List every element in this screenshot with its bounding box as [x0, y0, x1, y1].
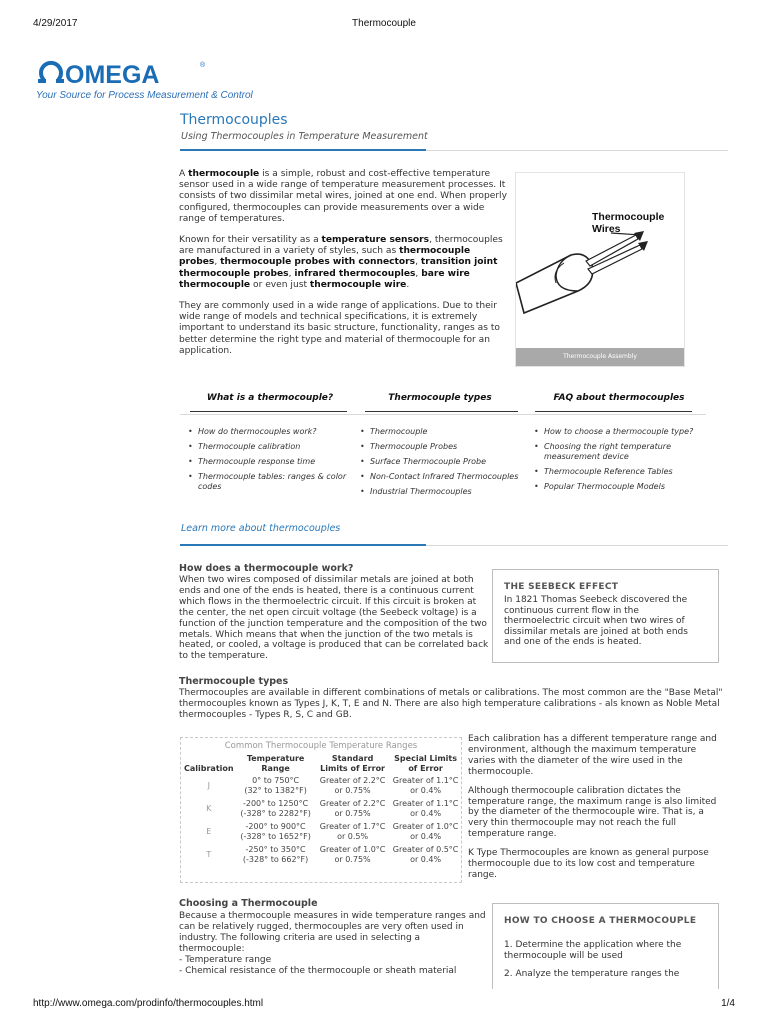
calibration-paragraph-1: Each calibration has a different temperature range and environment, although the maximum temperature varies with the diameter of the wire used in the thermocouple.: [468, 734, 717, 777]
intro-paragraph-3: They are commonly used in a wide range of applications. Due to their wide range of models and technical specifications, it is extremely important to understand its basic structure, functionality, ranges as to better determine the right type and material of thermocouple for an application.: [179, 301, 500, 356]
brand-tagline: Your Source for Process Measurement & Control: [36, 90, 253, 101]
thermocouple-link[interactable]: thermocouple: [188, 169, 260, 179]
temperature-ranges-table: [182, 754, 462, 866]
title-divider-accent: [180, 149, 426, 151]
calibration-paragraph-3: K Type Thermocouples are known as general purpose thermocouple due to its low cost and temperature range.: [468, 848, 709, 880]
choose-step-2: 2. Analyze the temperature ranges the: [504, 969, 680, 980]
what-is-list: [186, 427, 356, 497]
column-rule-1: [190, 411, 347, 412]
table-header: Calibration: [184, 764, 234, 773]
table-header: Standard Limits of Error: [320, 754, 386, 773]
list-item[interactable]: • Popular Thermocouple Models: [532, 482, 710, 492]
tab-what-is-thermocouple[interactable]: What is a thermocouple?: [206, 393, 334, 403]
list-item[interactable]: • Choosing the right temperature measurement device: [532, 442, 710, 462]
page-url[interactable]: http://www.omega.com/prodinfo/thermocouples.html: [33, 998, 264, 1009]
list-item[interactable]: • How do thermocouples work?: [186, 427, 356, 437]
list-item[interactable]: • Non-Contact Infrared Thermocouples: [358, 472, 530, 482]
calibration-paragraph-2: Although thermocouple calibration dictates the temperature range, the maximum range is also limited by the diameter of the thermocouple wire. That is, a very thin thermocouple may not reach the full temperature range.: [468, 785, 717, 840]
types-heading: Thermocouple types: [179, 676, 289, 687]
how-to-choose-callout: [492, 903, 719, 989]
thermocouple-probes-link[interactable]: thermocouple probes: [179, 246, 471, 268]
choose-step-1: 1. Determine the application where the thermocouple will be used: [504, 940, 682, 961]
list-item[interactable]: • Industrial Thermocouples: [358, 487, 530, 497]
thermocouple-assembly-figure: [515, 172, 685, 367]
table-row: K -200° to 1250°C (-328° to 2282°F) Greater of 2.2°C or 0.75% Greater of 1.1°C or 0.4%: [206, 799, 459, 818]
table-row: J 0° to 750°C (32° to 1382°F) Greater of 2.2°C or 0.75% Greater of 1.1°C or 0.4%: [207, 776, 459, 795]
transition-joint-link[interactable]: transition joint thermocouple probes: [179, 257, 498, 279]
figure-label: Thermocouple Wires: [592, 211, 665, 235]
logo-wordmark: OMEGA: [65, 61, 160, 88]
table-caption: Common Thermocouple Temperature Ranges: [224, 741, 418, 751]
tab-faq[interactable]: FAQ about thermocouples: [553, 393, 685, 403]
faq-list: [532, 427, 710, 497]
thermocouple-wires-illustration: [516, 173, 685, 367]
types-list: [358, 427, 530, 502]
infrared-thermocouples-link[interactable]: infrared thermocouples: [294, 268, 416, 279]
list-item[interactable]: • Thermocouple Probes: [358, 442, 530, 452]
learn-more-link[interactable]: Learn more about thermocouples: [181, 523, 341, 534]
thermocouple-wire-link[interactable]: thermocouple wire: [309, 279, 407, 290]
omega-logo-icon: [36, 58, 216, 88]
table-row: E -200° to 900°C (-328° to 1652°F) Greater of 1.7°C or 0.5% Greater of 1.0°C or 0.4%: [206, 822, 459, 841]
learn-more-divider-accent: [180, 544, 426, 546]
list-item[interactable]: • Thermocouple calibration: [186, 442, 356, 452]
column-rule-2: [365, 411, 518, 412]
page-number: 1/4: [721, 998, 735, 1009]
column-rule-3: [535, 411, 692, 412]
figure-caption: Thermocouple Assembly: [516, 348, 684, 366]
logo-registered: ®: [200, 62, 206, 69]
choosing-text: Because a thermocouple measures in wide temperature ranges and can be relatively rugged, thermocouples are very often used in industry. The following criteria are used in selecting a thermocouple: - Temperature range - Chemical resistance of the thermocouple or sheath material: [179, 911, 486, 976]
print-title: Thermocouple: [352, 18, 416, 29]
tab-thermocouple-types[interactable]: Thermocouple types: [388, 393, 492, 403]
print-header: [33, 18, 735, 32]
choosing-heading: Choosing a Thermocouple: [179, 898, 318, 909]
print-footer: [33, 998, 735, 1010]
probes-with-connectors-link[interactable]: thermocouple probes with connectors: [220, 257, 416, 268]
intro-text: [179, 169, 507, 367]
temperature-sensors-link[interactable]: temperature sensors: [321, 235, 430, 246]
list-item[interactable]: • Thermocouple tables: ranges & color codes: [186, 472, 356, 492]
seebeck-effect-callout: [492, 569, 719, 663]
table-row: T -250° to 350°C (-328° to 662°F) Greater of 1.0°C or 0.75% Greater of 0.5°C or 0.4%: [206, 845, 459, 864]
intro-paragraph-1: A thermocouple is a simple, robust and cost-effective temperature sensor used in a wide range of temperature measurement processes. It consists of two dissimilar metal wires, joined at one end. When properly configured, thermocouples can provide measurements over a wide range of temperatures.: [179, 169, 507, 224]
omega-logo[interactable]: [36, 58, 216, 88]
calibration-text: [468, 734, 720, 889]
list-item[interactable]: • How to choose a thermocouple type?: [532, 427, 710, 437]
list-item[interactable]: • Thermocouple response time: [186, 457, 356, 467]
list-item[interactable]: • Surface Thermocouple Probe: [358, 457, 530, 467]
seebeck-heading: THE SEEBECK EFFECT: [504, 582, 619, 592]
how-works-text: When two wires composed of dissimilar metals are joined at both ends and one of the ends is heated, there is a continuous current which flows in the thermoelectric circuit. If this circuit is broken at the center, the net open circuit voltage (the Seebeck voltage) is a function of the junction temperature and the composition of the two metals. Which means that when the junction of the two metals is heated, or cooled, a voltage is produced that can be correlated back to the temperature.: [179, 575, 489, 662]
intro-paragraph-2: Known for their versatility as a temperature sensors, thermocouples are manufactured in a variety of styles, such as thermocouple probes, thermocouple probes with connectors, transition joint thermocouple probes, infrared thermocouples, bare wire thermocouple or even just thermocouple wire.: [179, 235, 503, 290]
table-header: Temperature Range: [246, 754, 305, 773]
page-subtitle: Using Thermocouples in Temperature Measurement: [181, 131, 428, 142]
columns-divider: [180, 414, 706, 415]
seebeck-text: In 1821 Thomas Seebeck discovered the continuous current flow in the thermoelectric circuit when two wires of dissimilar metals are joined at both ends and one of the ends is heated.: [504, 595, 688, 648]
how-to-choose-heading: HOW TO CHOOSE A THERMOCOUPLE: [504, 916, 697, 926]
print-date: 4/29/2017: [33, 18, 78, 29]
list-item[interactable]: • Thermocouple: [358, 427, 530, 437]
types-text: Thermocouples are available in different combinations of metals or calibrations. The most common are the "Base Metal" thermocouples known as Types J, K, T, E and N. There are also high temperature calibrations - als known as Noble Metal thermocouples - Types R, S, C and GB.: [179, 688, 723, 720]
page-title: Thermocouples: [180, 112, 288, 128]
list-item[interactable]: • Thermocouple Reference Tables: [532, 467, 710, 477]
how-works-heading: How does a thermocouple work?: [179, 563, 354, 574]
topic-columns-header: [180, 393, 706, 413]
table-header: Special Limits of Error: [394, 754, 457, 773]
bare-wire-link[interactable]: bare wire thermocouple: [179, 268, 470, 290]
